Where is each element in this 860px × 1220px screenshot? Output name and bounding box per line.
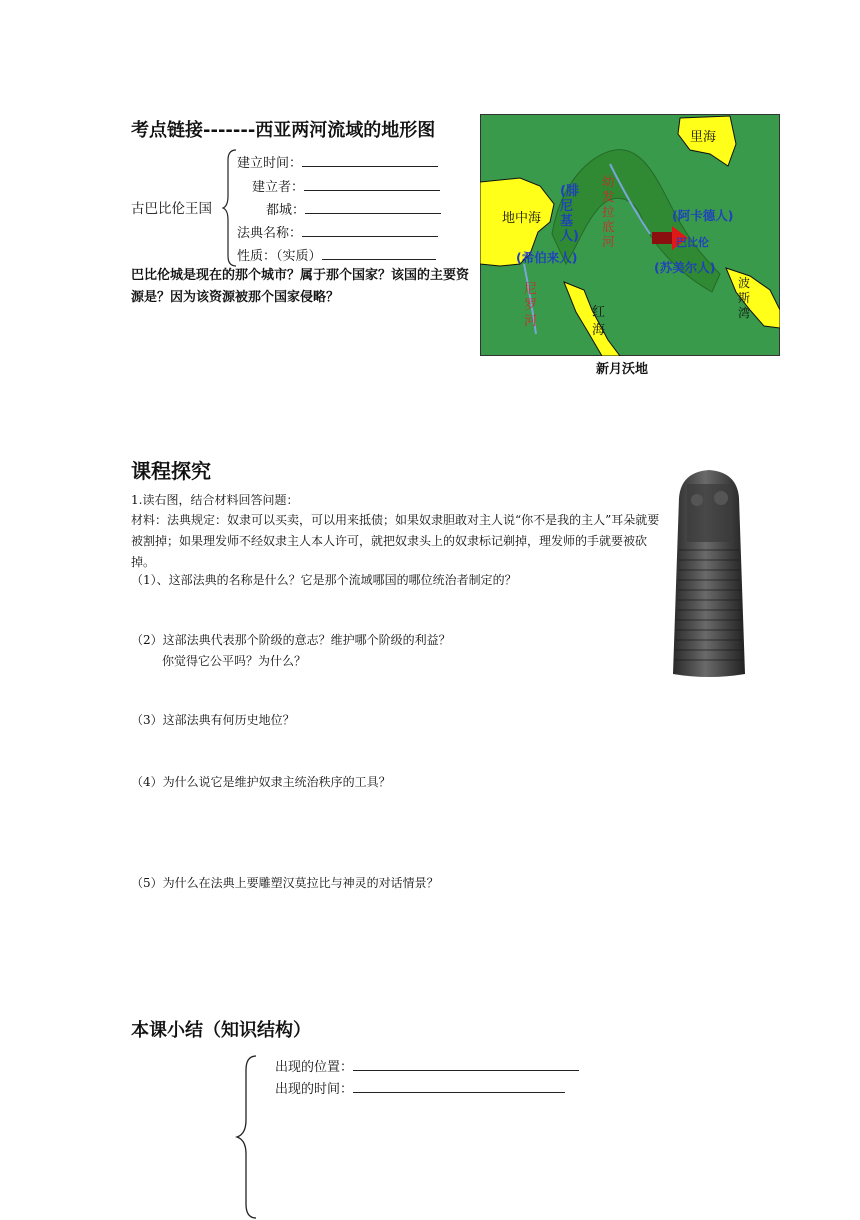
answer-line <box>353 1057 579 1071</box>
answer-line <box>302 223 438 237</box>
section1-heading: 考点链接-------西亚两河流域的地形图 <box>131 120 436 141</box>
map-label-hebrews: (希伯来人) <box>516 250 578 265</box>
answer-line <box>304 177 440 191</box>
section1-question: 巴比伦城是现在的那个城市？属于那个国家？该国的主要资源是？因为该资源被那个国家侵略？ <box>131 268 470 305</box>
map-label-akkadians: (阿卡德人) <box>672 208 734 223</box>
field-label: 性质：（实质） <box>237 249 322 264</box>
kingdom-label: 古巴比伦王国 <box>131 201 212 217</box>
answer-line <box>322 246 436 260</box>
map-label-babylon: 巴比伦 <box>676 236 709 249</box>
field-founder <box>252 176 440 195</box>
question-5: （5）为什么在法典上要雕塑汉莫拉比与神灵的对话情景？ <box>131 876 439 890</box>
section2-heading: 课程探究 <box>131 459 211 483</box>
question-2-followup: 你觉得它公平吗？为什么？ <box>162 654 307 668</box>
exercise-intro: 1.读右图，结合材料回答问题： <box>131 493 299 507</box>
field-founding-time <box>237 152 438 171</box>
summary-label: 出现的位置： <box>275 1060 354 1075</box>
field-label: 法典名称： <box>237 226 303 241</box>
question-1: （1）、这部法典的名称是什么？它是那个流域哪国的哪位统治者制定的？ <box>131 573 517 587</box>
question-3: （3）这部法典有何历史地位？ <box>131 713 295 727</box>
map-label-phoenicians: (腓尼基人) <box>560 184 579 244</box>
map-label-red-sea: 红海 <box>592 305 606 338</box>
map-label-sumerians: (苏美尔人) <box>654 260 716 275</box>
map-label-nile: 尼罗河 <box>524 282 538 329</box>
summary-time <box>275 1078 565 1097</box>
map-caption: 新月沃地 <box>596 362 649 377</box>
field-code-name <box>237 222 438 241</box>
map-label-mediterranean: 地中海 <box>502 211 542 226</box>
section3-heading: 本课小结（知识结构） <box>131 1020 311 1041</box>
summary-label: 出现的时间： <box>275 1082 354 1097</box>
answer-line <box>305 200 441 214</box>
field-label: 都城： <box>266 203 306 218</box>
map-label-gulf: 波斯湾 <box>738 276 751 320</box>
exercise-material: 材料：法典规定：奴隶可以买卖，可以用来抵债；如果奴隶胆敢对主人说“你不是我的主人”耳朵就要被割掉；如果理发师不经奴隶主人本人许可，就把奴隶头上的奴隶标记剃掉，理发师的手就要被砍掉。 <box>131 513 660 569</box>
brace-kingdom <box>222 148 238 268</box>
map-label-caspian: 里海 <box>690 130 717 145</box>
brace-summary <box>234 1054 258 1220</box>
answer-line <box>353 1079 565 1093</box>
fertile-crescent-map <box>480 114 780 377</box>
code-of-hammurabi-stele-image <box>669 468 749 680</box>
field-nature <box>237 245 436 264</box>
map-label-rivers: 幼发拉底河 <box>602 174 615 249</box>
answer-line <box>302 153 438 167</box>
field-capital <box>266 199 441 218</box>
field-label: 建立时间： <box>237 156 303 171</box>
field-label: 建立者： <box>252 180 305 195</box>
summary-location <box>275 1056 579 1075</box>
question-4: （4）为什么说它是维护奴隶主统治秩序的工具？ <box>131 775 391 789</box>
question-2: （2）这部法典代表那个阶级的意志？维护哪个阶级的利益？ <box>131 633 451 647</box>
